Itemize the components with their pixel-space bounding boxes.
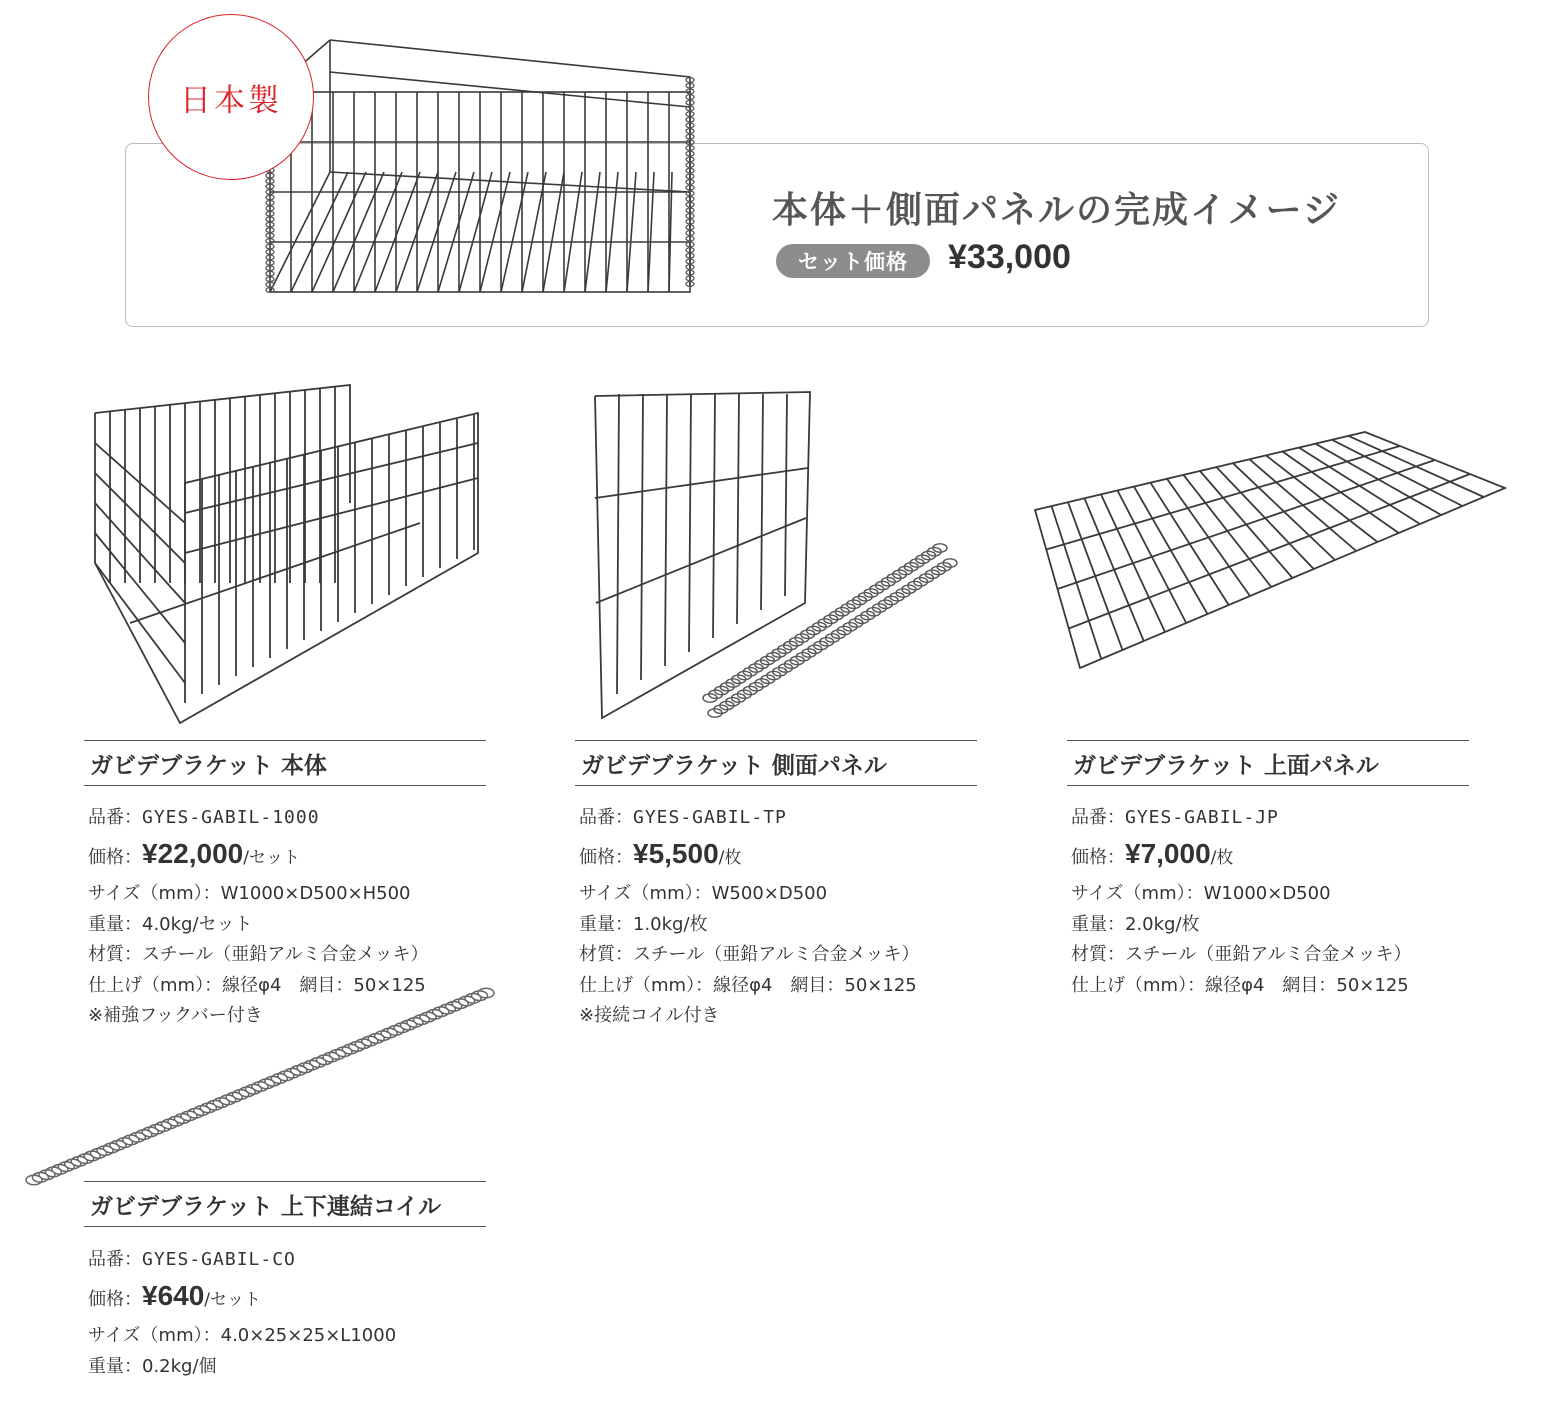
coil-loop	[703, 544, 947, 702]
wire	[737, 394, 739, 624]
wire	[375, 172, 420, 292]
product-code: 品番：GYES-GABIL-CO	[88, 1249, 296, 1270]
spec-item: サイズ（mm）：4.0×25×25×L1000	[88, 1325, 397, 1346]
badge-label: 日本製	[180, 82, 282, 119]
spec-item: 仕上げ（mm）：線径φ4 網目：50×125	[1071, 974, 1409, 996]
hero-title: 本体＋側面パネルの完成イメージ	[772, 190, 1341, 231]
wire	[543, 172, 564, 292]
top-panel-image	[1030, 428, 1510, 678]
product-code: 品番：GYES-GABIL-JP	[1071, 807, 1279, 828]
spec-item: サイズ（mm）：W1000×D500×H500	[88, 883, 411, 904]
product-title: ガビデブラケット 上下連結コイル	[84, 1181, 486, 1227]
set-price: ¥33,000	[948, 238, 1071, 276]
wire	[617, 394, 619, 694]
wire	[417, 172, 456, 292]
bracket-body-image	[90, 383, 490, 733]
spec-item: 重量：4.0kg/セット	[88, 913, 253, 935]
spec-item: 材質：スチール（亜鉛アルミ合金メッキ）	[1071, 944, 1412, 965]
spec-item: 仕上げ（mm）：線径φ4 網目：50×125	[88, 974, 426, 996]
wire	[785, 394, 787, 596]
product-price: 価格：¥7,000/枚	[1071, 838, 1234, 869]
product-title: ガビデブラケット 側面パネル	[575, 740, 977, 786]
wire	[185, 478, 478, 553]
wire	[689, 394, 691, 652]
spec-item: 材質：スチール（亜鉛アルミ合金メッキ）	[579, 944, 920, 965]
wire	[665, 394, 667, 666]
product-title: ガビデブラケット 上面パネル	[1067, 740, 1469, 786]
product-title: ガビデブラケット 本体	[84, 740, 486, 786]
spec-item: 重量：2.0kg/枚	[1071, 913, 1200, 935]
spec-list	[88, 1321, 396, 1382]
spec-list	[579, 879, 920, 1032]
product-price: 価格：¥22,000/セット	[88, 838, 300, 869]
spec-item: ※補強フックバー付き	[88, 1005, 263, 1026]
wire	[585, 172, 600, 292]
wire	[606, 172, 618, 292]
product-code: 品番：GYES-GABIL-1000	[88, 807, 320, 828]
wire	[438, 172, 474, 292]
wire	[627, 172, 636, 292]
spec-item: 重量：1.0kg/枚	[579, 913, 708, 935]
wire	[713, 394, 715, 638]
spec-list	[88, 879, 429, 1032]
wire	[354, 172, 402, 292]
coil-loop	[708, 559, 957, 717]
spec-item: 仕上げ（mm）：線径φ4 網目：50×125	[579, 974, 917, 996]
wire	[185, 443, 478, 513]
product-price: 価格：¥5,500/枚	[579, 838, 742, 869]
spec-item: ※接続コイル付き	[579, 1005, 720, 1026]
side-panel-image	[590, 388, 970, 728]
spec-list	[1071, 879, 1412, 1001]
spec-item: サイズ（mm）：W1000×D500	[1071, 883, 1331, 904]
wire	[761, 394, 763, 610]
made-in-japan-badge	[148, 14, 314, 180]
wire	[459, 172, 492, 292]
spec-item: サイズ（mm）：W500×D500	[579, 883, 828, 904]
set-price-label: セット価格	[776, 244, 930, 278]
wire	[564, 172, 582, 292]
wire	[641, 394, 643, 680]
spec-item: 重量：0.2kg/個	[88, 1355, 217, 1377]
assembled-cage-image	[250, 32, 700, 294]
spec-item: 材質：スチール（亜鉛アルミ合金メッキ）	[88, 944, 429, 965]
product-code: 品番：GYES-GABIL-TP	[579, 807, 787, 828]
product-price: 価格：¥640/セット	[88, 1280, 262, 1311]
